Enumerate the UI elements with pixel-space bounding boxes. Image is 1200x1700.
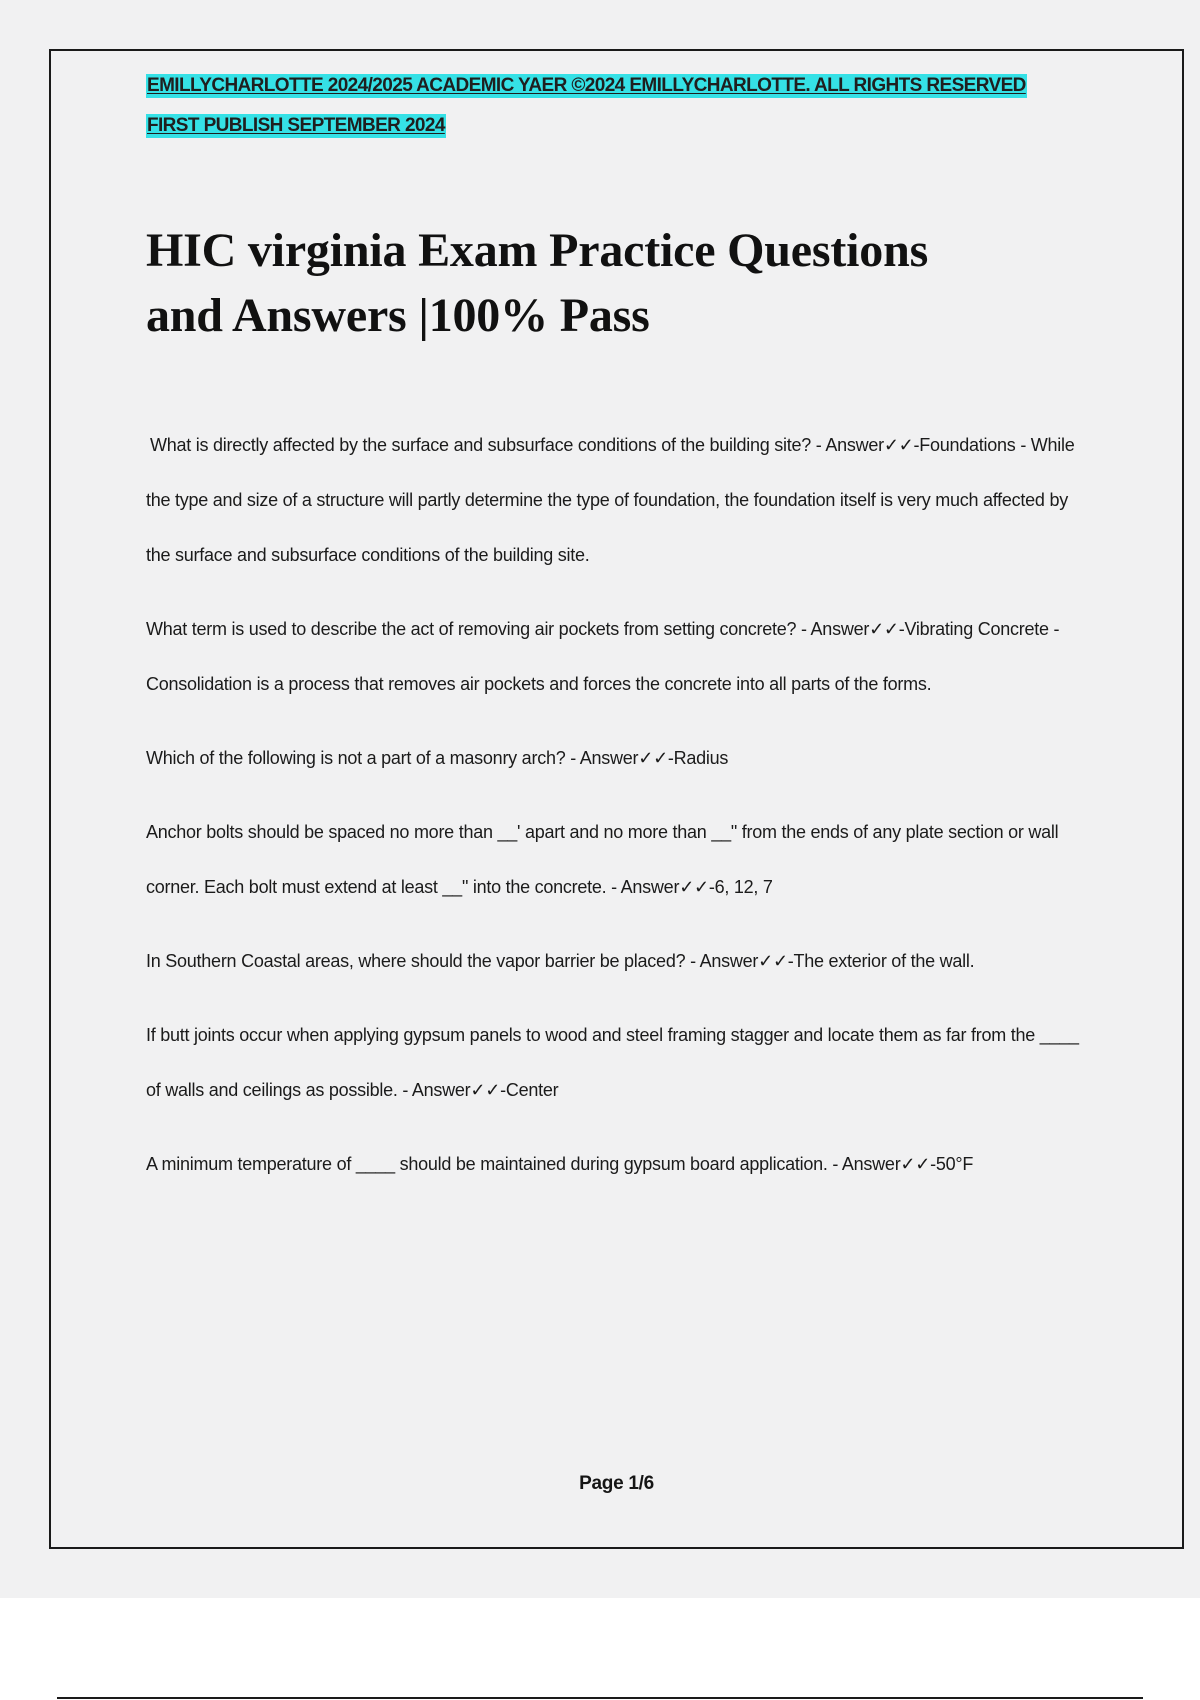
- document-title: [146, 218, 1086, 348]
- publish-date-line: FIRST PUBLISH SEPTEMBER 2024: [147, 115, 445, 136]
- qa-item: Anchor bolts should be spaced no more than __' apart and no more than __" from the ends of any plate section or wall corner. Each bolt must extend at least __" into the concrete. - Answer✓✓-6, 12, 7: [146, 822, 1059, 897]
- qa-item: Which of the following is not a part of a masonry arch? - Answer✓✓-Radius: [146, 748, 729, 768]
- qa-item: What term is used to describe the act of removing air pockets from setting concrete? - Answer✓✓-Vibrating Concrete - Consolidation is a process that removes air pockets and forces the concrete into all parts of the forms.: [146, 619, 1060, 694]
- copyright-line: EMILLYCHARLOTTE 2024/2025 ACADEMIC YAER ©2024 EMILLYCHARLOTTE. ALL RIGHTS RESERVED: [147, 75, 1026, 96]
- page-number: Page 1/6: [579, 1473, 654, 1494]
- qa-item: In Southern Coastal areas, where should the vapor barrier be placed? - Answer✓✓-The exterior of the wall.: [146, 951, 975, 971]
- title-line-1: HIC virginia Exam Practice Questions: [146, 224, 929, 277]
- next-page-divider: [57, 1697, 1143, 1699]
- question-answer-list: [146, 418, 1086, 1211]
- qa-item: What is directly affected by the surface and subsurface conditions of the building site? - Answer✓✓-Foundations - While the type and size of a structure will partly determine the type of foundation, the foundation itself is very much affected by the surface and subsurface conditions of the building site.: [146, 435, 1075, 565]
- qa-item: A minimum temperature of ____ should be maintained during gypsum board application. - Answer✓✓-50°F: [146, 1154, 974, 1174]
- qa-item: If butt joints occur when applying gypsum panels to wood and steel framing stagger and locate them as far from the ____ of walls and ceilings as possible. - Answer✓✓-Center: [146, 1025, 1079, 1100]
- title-line-2: and Answers |100% Pass: [146, 289, 650, 342]
